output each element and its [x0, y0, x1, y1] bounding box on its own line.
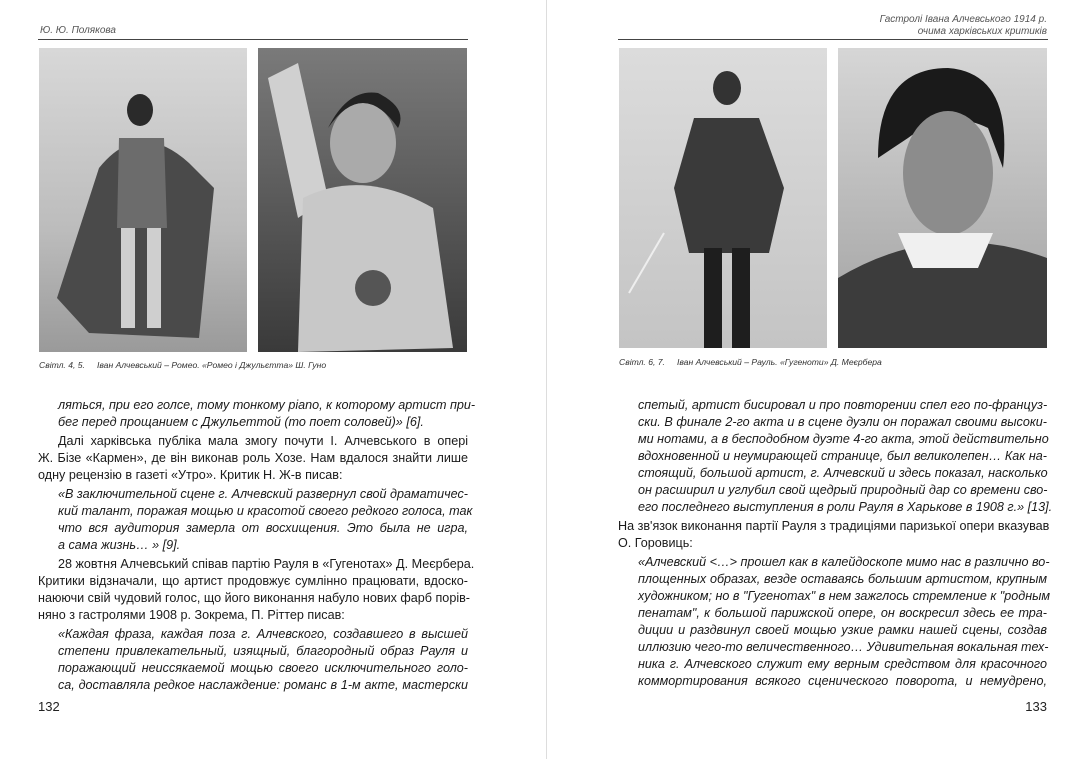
text-line: что вся аудитория замерла от восхищения. Это была не игра, — [58, 521, 468, 535]
text-line: вдохновенной и неумирающей странице, был великолепен… Как на- — [638, 449, 1047, 463]
body-text — [618, 397, 1053, 690]
text-line: диции и раздвинул своей мощью узкие рамки нашей сцены, создав — [638, 623, 1047, 637]
text-line: «Алчевский <…> прошел как в калейдоскопе мимо нас в различно во- — [638, 555, 1050, 569]
text-line: площенных образах, везде оставаясь большим артистом, крупным — [638, 572, 1047, 586]
photo-romeo-portrait — [258, 48, 467, 352]
figure-caption — [619, 357, 882, 367]
page-number: 133 — [1025, 699, 1047, 714]
text-line: ляться, при его голсе, тому тонкому piano, к которому артист при- — [58, 398, 476, 412]
text-line: спетый, артист бисировал и про повторении спел его по-француз- — [638, 398, 1048, 412]
text-line: О. Горовиць: — [618, 536, 693, 550]
block-quote — [58, 486, 473, 554]
block-quote — [638, 397, 1053, 516]
text-line: пенатам", к большой парижской опере, он воскресил здесь ее тра- — [638, 606, 1047, 620]
text-line: художником; но в "Гугенотах" в нем зажглось стремление к "родным — [638, 589, 1051, 603]
text-line: ника г. Алчевского служит ему верным средством для красочного — [638, 657, 1047, 671]
figure-caption — [39, 360, 326, 370]
text-line: Критики відзначали, що артист продовжує сумлінно працювати, вдоско- — [38, 574, 468, 588]
text-line: стоящий, большой артист, г. Алчевский и здесь показал, насколько — [638, 466, 1048, 480]
text-line: Далі харківська публіка мала змогу почути І. Алчевського в опері — [58, 434, 468, 448]
header-rule — [38, 39, 468, 40]
photo-raoul-full-length — [619, 48, 827, 348]
text-line: 28 жовтня Алчевський співав партію Рауля в «Гугенотах» Д. Меєрбера. — [58, 557, 475, 571]
photo-romeo-full-length — [39, 48, 247, 352]
block-quote — [58, 397, 476, 431]
text-line: Ж. Бізе «Кармен», де він виконав роль Хозе. Нам вдалося знайти лише — [38, 451, 468, 465]
text-line: «В заключительной сцене г. Алчевский развернул свой драматичес- — [58, 487, 468, 501]
running-head-title — [880, 14, 1047, 38]
text-line: ски. В финале 2-го акта и в сцене дуэли он поражал своими высоки- — [638, 415, 1047, 429]
caption-text: Іван Алчевський – Ромео. «Ромео і Джульєтта» Ш. Гуно — [97, 360, 327, 370]
caption-number: Світл. 4, 5. — [39, 360, 85, 370]
caption-number: Світл. 6, 7. — [619, 357, 665, 367]
text-line: иллюзию чего-то величественного… Удивительная вокальная тех- — [638, 640, 1049, 654]
text-line: наюючи свій чудовий голос, що його виконання набуло нових фарб порів- — [38, 591, 470, 605]
right-page — [546, 0, 1092, 759]
page-number: 132 — [38, 699, 60, 714]
text-line: одну рецензію в газеті «Утро». Критик Н. Ж-в писав: — [38, 468, 343, 482]
text-line: няно з гастролями 1908 р. Зокрема, П. Ріттер писав: — [38, 608, 345, 622]
paragraph — [618, 518, 1050, 552]
block-quote — [638, 554, 1051, 690]
paragraph — [38, 556, 475, 624]
photo-raoul-portrait — [838, 48, 1047, 348]
text-line: кий талант, поражая мощью и красотой своего редкого голоса, так — [58, 504, 473, 518]
text-line: а сама жизнь… » [9]. — [58, 538, 181, 552]
header-rule — [618, 39, 1048, 40]
running-head-line: очима харківських критиків — [917, 26, 1047, 37]
running-head-line: Гастролі Івана Алчевського 1914 р. — [879, 14, 1047, 25]
text-line: На зв'язок виконання партії Рауля з традиціями паризької опери вказував — [618, 519, 1050, 533]
text-line: са, доставляла редкое наслаждение: романс в 1-м акте, мастерски — [58, 678, 468, 692]
text-line: бег перед прощанием с Джульеттой (то поет соловей)» [6]. — [58, 415, 424, 429]
running-head-author: Ю. Ю. Полякова — [40, 25, 116, 36]
text-line: степени привлекательный, изящный, благородный образ Рауля и — [58, 644, 468, 658]
text-line: он расширил и углубил свой щедрый природный дар со времени сво- — [638, 483, 1048, 497]
text-line: ми нотами, а в бесподобном дуэте 4-го акта, этой действительно — [638, 432, 1049, 446]
text-line: «Каждая фраза, каждая поза г. Алчевского, создавшего в высшей — [58, 627, 468, 641]
text-line: его последнего выступления в роли Рауля в Харькове в 1908 г.» [13]. — [638, 500, 1053, 514]
text-line: поражающий неиссякаемой мощью своего исключительного голо- — [58, 661, 468, 675]
caption-text: Іван Алчевський – Рауль. «Гугеноти» Д. Меєрбера — [677, 357, 882, 367]
paragraph — [38, 433, 468, 484]
block-quote — [58, 626, 468, 694]
text-line: коммортирования всякого сценического поворота, и немудрено, — [638, 674, 1047, 688]
body-text — [38, 397, 476, 694]
